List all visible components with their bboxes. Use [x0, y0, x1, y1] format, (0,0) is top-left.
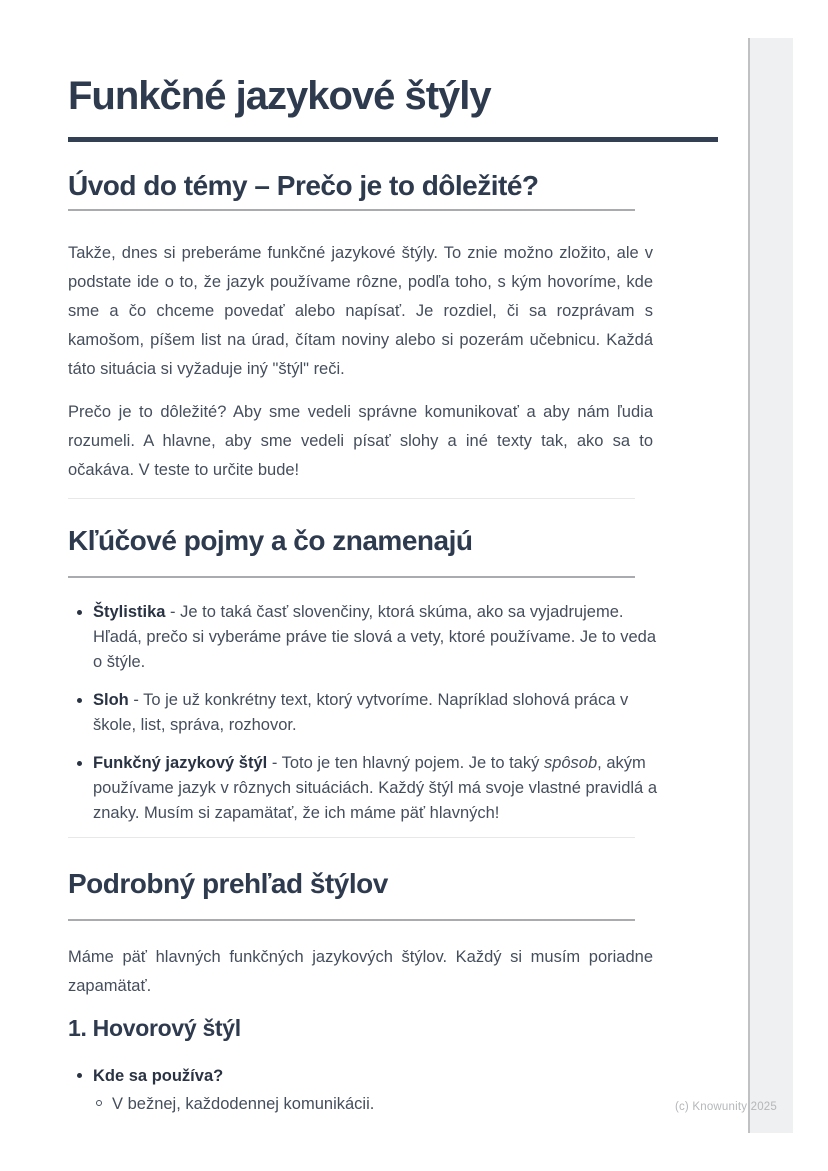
paragraph-intro-1: Takže, dnes si preberáme funkčné jazykové štýly. To znie možno zložito, ale v podstate ide o to, že jazyk používame rôzne, podľa toho, s kým hovoríme, kde sme a čo chceme povedať alebo napísať. Je rozdiel, či sa rozprávam s kamošom, píšem list na úrad, čítam noviny alebo si pozerám učebnicu. Každá táto situácia si vyžaduje iný "štýl" reči.	[68, 244, 653, 378]
section-heading-terms: Kľúčové pojmy a čo znamenajú	[68, 525, 473, 556]
paragraph-intro-2: Prečo je to dôležité? Aby sme vedeli správne komunikovať a aby nám ľudia rozumeli. A hlavne, aby sme vedeli písať slohy a iné texty tak, ako sa to očakáva. V teste to určite bude!	[68, 403, 653, 479]
term-description-italic: spôsob	[543, 754, 598, 772]
list-item-text	[93, 600, 658, 675]
page-title: Funkčné jazykové štýly	[68, 74, 491, 118]
usage-question-label: Kde sa používa?	[93, 1067, 224, 1085]
subsection-heading-style1: 1. Hovorový štýl	[68, 1015, 241, 1041]
copyright-footer: (c) Knowunity 2025	[674, 1101, 777, 1113]
heading-rule	[68, 576, 635, 578]
heading-rule	[68, 209, 635, 211]
list-item-text	[93, 688, 658, 738]
term-description: To je už konkrétny text, ktorý vytvoríme. Napríklad slohová práca v škole, list, správa, rozhovor.	[93, 691, 629, 734]
section-divider	[68, 837, 635, 838]
section-heading-overview: Podrobný prehľad štýlov	[68, 868, 388, 899]
heading-rule	[68, 919, 635, 921]
term-label: Sloh	[93, 691, 129, 709]
sub-list-item-text: V bežnej, každodennej komunikácii.	[112, 1095, 375, 1113]
term-separator: -	[165, 603, 181, 621]
term-description-after: , akým používame jazyk v rôznych situáciách. Každý štýl má svoje vlastné pravidlá a znaky. Musím si zapamätať, že ich máme päť hlavných!	[93, 754, 657, 822]
sub-list-item	[86, 1091, 658, 1117]
term-separator: -	[128, 691, 144, 709]
list-item	[68, 688, 658, 738]
list-item	[68, 600, 658, 675]
section-heading-intro: Úvod do témy – Prečo je to dôležité?	[68, 170, 539, 201]
bullet-dot-icon	[77, 761, 82, 766]
usage-sub-list	[68, 1091, 658, 1117]
terms-list	[68, 600, 658, 826]
page-edge-strip	[748, 38, 793, 1133]
document-content	[68, 0, 718, 1117]
term-label: Štylistika	[93, 603, 166, 621]
list-item-text	[93, 751, 658, 826]
usage-list	[68, 1063, 658, 1089]
title-rule	[68, 137, 718, 142]
bullet-dot-icon	[77, 698, 82, 703]
bullet-dot-icon	[77, 610, 82, 615]
term-label: Funkčný jazykový štýl	[93, 754, 268, 772]
list-item	[68, 1063, 658, 1089]
list-item	[68, 751, 658, 826]
term-separator: -	[267, 754, 282, 772]
term-description-before: Toto je ten hlavný pojem. Je to taký	[281, 754, 544, 772]
bullet-dot-icon	[77, 1073, 82, 1078]
bullet-circle-icon	[96, 1100, 102, 1106]
section-divider	[68, 498, 635, 499]
term-description: Je to taká časť slovenčiny, ktorá skúma, ako sa vyjadrujeme. Hľadá, prečo si vyberáme práve tie slová a vety, ktoré používame. Je to veda o štýle.	[93, 603, 657, 671]
paragraph-overview: Máme päť hlavných funkčných jazykových štýlov. Každý si musím poriadne zapamätať.	[68, 948, 653, 995]
